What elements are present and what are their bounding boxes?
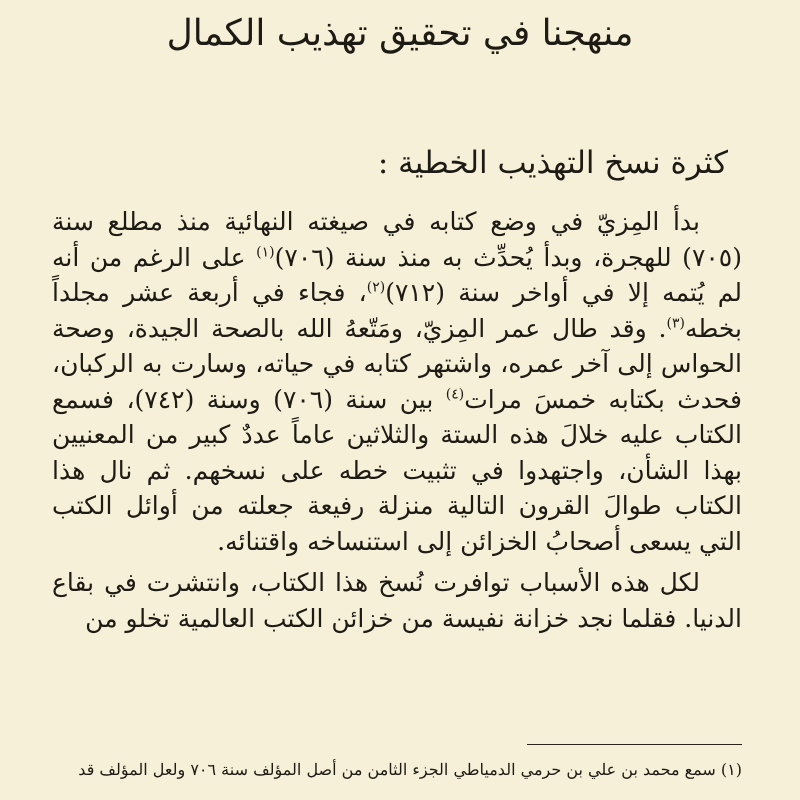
footnote-marker-2: (٢) (366, 279, 386, 296)
footnote-marker-1: (١) (256, 244, 275, 261)
footnote-marker-4: (٤) (445, 386, 465, 403)
paragraph (52, 565, 742, 636)
text-run: بين سنة (٧٠٦) وسنة (٧٤٢)، فسمع الكتاب عليه خلالَ هذه الستة والثلاثين عاماً عددٌ كبير من المعنيين بهذا الشأن، واجتهدوا في تثبيت خطه على نسخهم. ثم نال هذا الكتاب طوالَ القرون التالية منزلة رفيعة جعلته من أوائل الكتب التي يسعى أصحابُ الخزائن إلى استنساخه واقتنائه. (52, 384, 742, 556)
text-run: لكل هذه الأسباب توافرت نُسخ هذا الكتاب، وانتشرت في بقاع الدنيا. فقلما نجد خزانة نفيسة من خزائن الكتب العالمية تخلو من (52, 568, 742, 633)
running-title: منهجنا في تحقيق تهذيب الكمال (166, 13, 634, 54)
footnote-divider (527, 744, 742, 745)
text-run: ، فجاء في أربعة عشر مجلداً بخطه (52, 278, 742, 343)
text-run: على الرغم من أنه لم يُتمه إلا في أواخر سنة (٧١٢) (52, 242, 742, 307)
footnote-marker-3: (٣) (666, 315, 685, 332)
text-run: . وقد طال عمر المِزيّ، ومَتّعهُ الله بالصحة الجيدة، وصحة الحواس إلى آخر عمره، واشتهر كتابه في حياته، وسارت به الركبان، فحدث بكتابه خمسَ مرات (52, 313, 742, 414)
main-text (52, 204, 742, 636)
section-heading: كثرة نسخ التهذيب الخطية : (377, 145, 728, 181)
text-run: بدأ المِزيّ في وضع كتابه في صيغته النهائية منذ مطلع سنة (٧٠٥) للهجرة، وبدأ يُحدِّث به منذ سنة (٧٠٦) (52, 207, 742, 272)
footnote: (١) سمع محمد بن علي بن حرمي الدمياطي الجزء الثامن من أصل المؤلف سنة ٧٠٦ ولعل المؤلف قد (78, 760, 742, 779)
paragraph (52, 204, 742, 559)
footnotes (52, 757, 742, 782)
